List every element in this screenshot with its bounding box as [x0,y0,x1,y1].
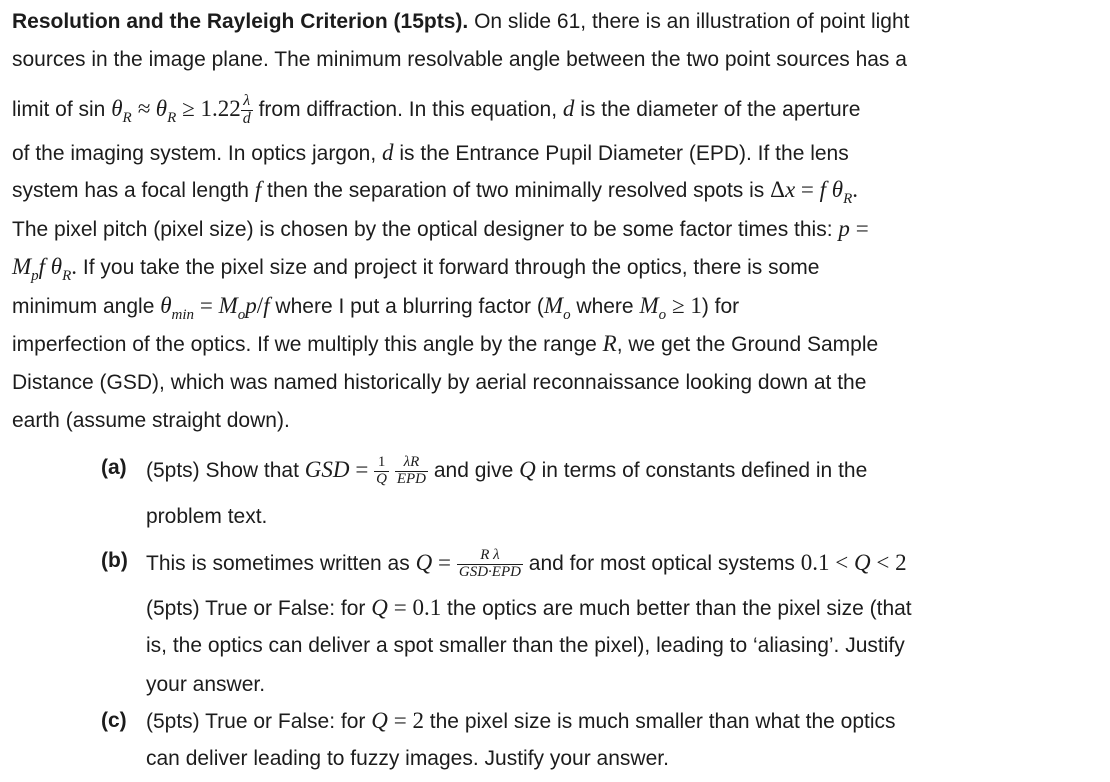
part-b-line-4: your answer. [146,673,266,696]
intro-line-11: earth (assume straight down). [12,409,290,432]
part-b-label: (b) [101,549,128,572]
gsd-fraction-lambda-r: $\frac{\lambda R}{\text{EPD}}$ [396,454,427,487]
part-a-line-2: problem text. [146,505,268,528]
intro-line-3: limit of $\sin \theta_R \approx \theta_R \ge 1.22$ $\frac{\lambda}{d}$ from diffraction. In this equation, d is the diameter of the aperture [12,92,861,127]
intro-line-9: imperfection of the optics. If we multiply this angle by the range R, we get the Ground Sample [12,331,879,356]
intro-line-4: of the imaging system. In optics jargon, d is the Entrance Pupil Diameter (EPD). If the lens [12,140,849,165]
rayleigh-fraction: $\frac{\lambda}{d}$ [242,92,251,127]
intro-line-2: sources in the image plane. The minimum resolvable angle between the two point sources has a [12,48,907,71]
intro-line-8: minimum angle $\theta_{min} = M_op/f$ where I put a blurring factor ($M_o$ where $M_o \ge 1$) for [12,293,740,323]
intro-line-10: Distance (GSD), which was named historically by aerial reconnaissance looking down at the [12,371,867,394]
intro-line-6: The pixel pitch (pixel size) is chosen by the optical designer to be some factor times this: p = [12,216,869,241]
intro-line-5: system has a focal length f then the separation of two minimally resolved spots is Δx = f $\theta_R$. [12,177,859,207]
problem-title: Resolution and the Rayleigh Criterion (15pts). [12,10,469,33]
intro-line-7: $M_pf$ $\theta_R$. If you take the pixel size and project it forward through the optics, there is some [12,254,820,284]
q-fraction: $\frac{\text{R λ}}{\text{GSD·EPD}}$ [458,547,521,580]
part-c-label: (c) [101,709,127,732]
part-b-line-1: This is sometimes written as Q = $\frac{\text{R λ}}{\text{GSD·EPD}}$ and for most optical systems 0.1 < Q < 2 [146,547,907,580]
intro-line-1: Resolution and the Rayleigh Criterion (15pts). On slide 61, there is an illustration of point light [12,10,910,33]
part-a-label: (a) [101,456,127,479]
part-c-line-2: can deliver leading to fuzzy images. Justify your answer. [146,747,669,770]
part-a-line-1: (5pts) Show that GSD = $\frac{1}{Q}$ $\frac{\lambda R}{\text{EPD}}$ and give Q in terms of constants defined in the [146,454,868,487]
part-b-line-2: (5pts) True or False: for Q = 0.1 the optics are much better than the pixel size (that [146,595,912,620]
part-b-line-3: is, the optics can deliver a spot smaller than the pixel), leading to ‘aliasing’. Justify [146,634,905,657]
part-c-line-1: (5pts) True or False: for Q = 2 the pixel size is much smaller than what the optics [146,708,896,733]
gsd-fraction-one-over-q: $\frac{1}{Q}$ [376,454,387,487]
